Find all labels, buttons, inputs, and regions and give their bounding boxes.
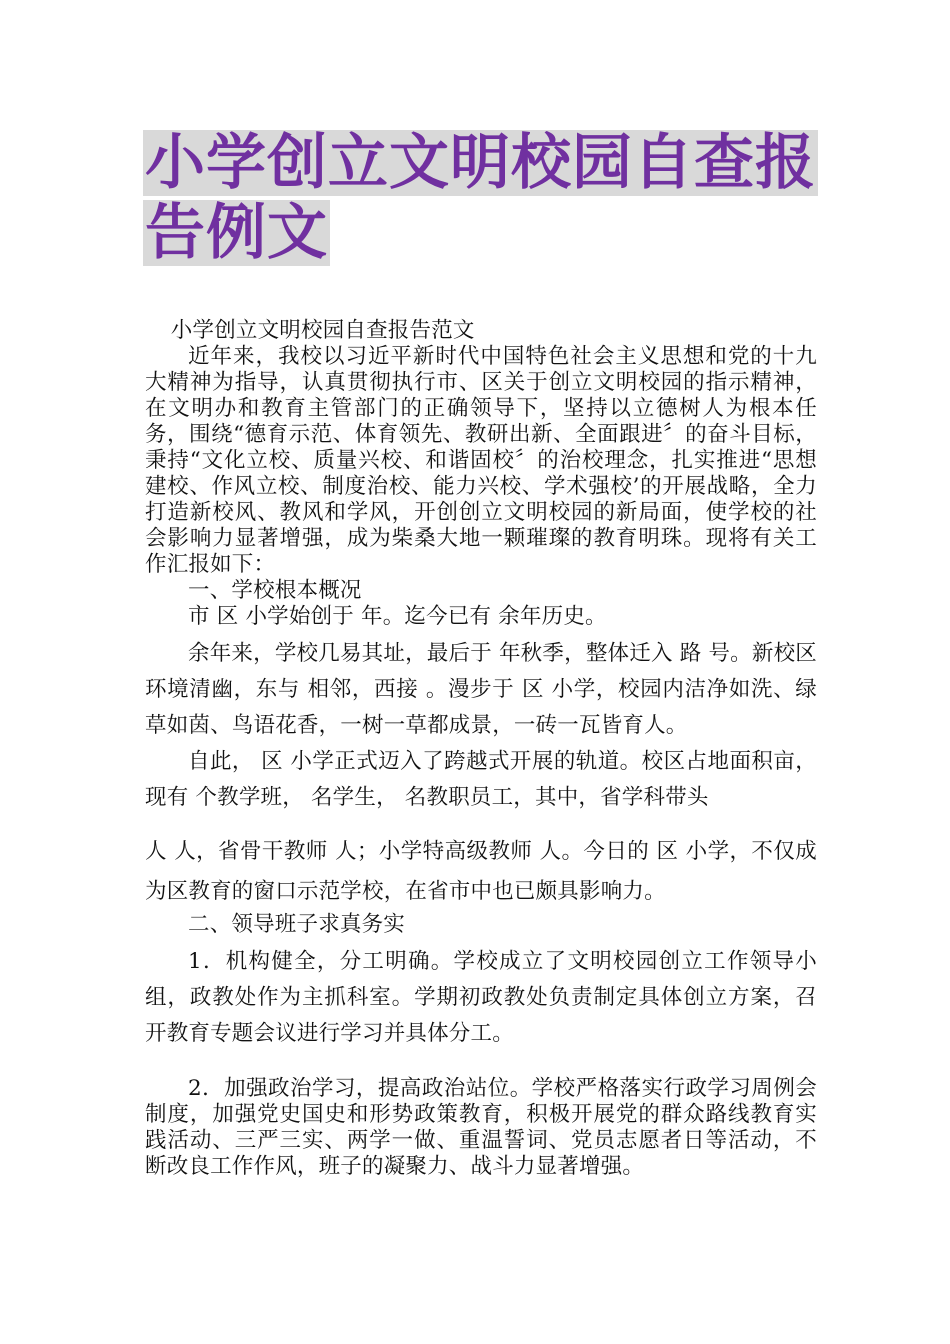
title-line-2: 告例文 [145, 198, 328, 268]
paragraph-intro: 近年来，我校以习近平新时代中国特色社会主义思想和党的十九大精神为指导，认真贯彻执行市、区关于创立文明校园的指示精神，在文明办和教育主管部门的正确领导下，坚持以立德树人为根本任务，围绕“德育示范、体育领先、教研出新、全面跟进〞的奋斗目标，秉持“文化立校、质量兴校、和谐固校〞的治校理念，扎实推进“思想建校、作风立校、制度治校、能力兴校、学术强校’的开展战略，全力打造新校风、教风和学风，开创创立文明校园的新局面，使学校的社会影响力显著增强，成为柴桑大地一颗璀璨的教育明珠。现将有关工作汇报如下： [145, 344, 817, 577]
title-line-1: 小学创立文明校园自查报 [145, 128, 816, 198]
paragraph-teachers: 人 人，省骨干教师 人；小学特高级教师 人。今日的 区 小学，不仅成为区教育的窗口示范学校，在省市中也已颇具影响力。 [145, 839, 817, 904]
document-title [143, 130, 823, 266]
paragraph-history: 市 区 小学始创于 年。迄今已有 余年历史。 [188, 604, 607, 629]
paragraph-scale: 自此， 区 小学正式迈入了跨越式开展的轨道。校区占地面积亩，现有 个教学班， 名学生， 名教职员工，其中，省学科带头 [145, 749, 817, 810]
paragraph-item-2: 2．加强政治学习，提高政治站位。学校严格落实行政学习周例会制度，加强党史国史和形势政策教育，积极开展党的群众路线教育实践活动、三严三实、两学一做、重温誓词、党员志愿者日等活动，不断改良工作作风，班子的凝聚力、战斗力显著增强。 [145, 1076, 817, 1179]
paragraph-item-1: 1．机构健全，分工明确。学校成立了文明校园创立工作领导小组，政教处作为主抓科室。学期初政教处负责制定具体创立方案，召开教育专题会议进行学习并具体分工。 [145, 949, 817, 1046]
section-heading-1: 一、学校根本概况 [188, 578, 362, 603]
section-heading-2: 二、领导班子求真务实 [188, 912, 406, 937]
document-subtitle: 小学创立文明校园自查报告范文 [170, 318, 475, 343]
paragraph-campus: 余年来，学校几易其址，最后于 年秋季，整体迁入 路 号。新校区环境清幽，东与 相邻，西接 。漫步于 区 小学，校园内洁净如洗、绿草如茵、鸟语花香，一树一草都成景，一砖一瓦皆育人。 [145, 641, 817, 738]
document-body [145, 318, 817, 1180]
